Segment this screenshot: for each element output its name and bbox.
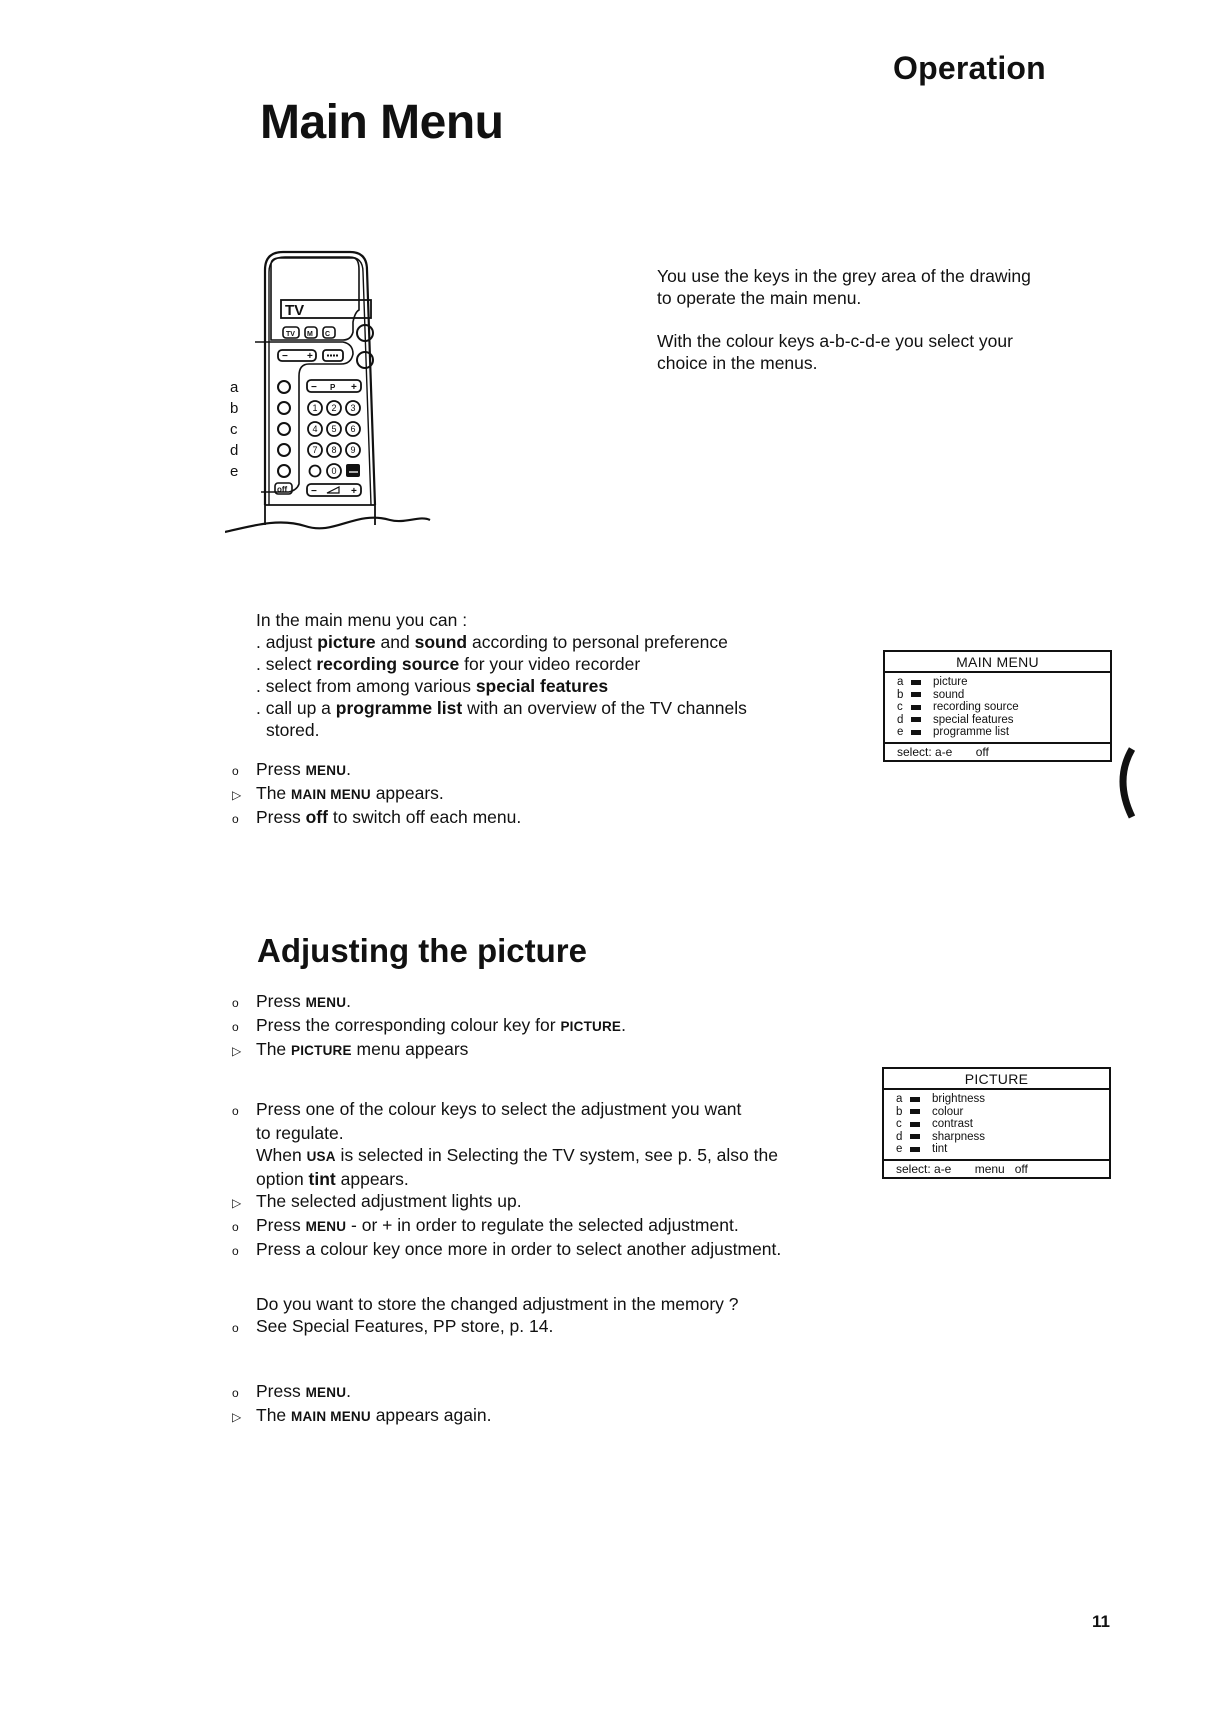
main-menu-screen-items <box>885 673 1110 744</box>
store-question: Do you want to store the changed adjustment in the memory ? <box>256 1294 739 1314</box>
circle-bullet-icon: o <box>232 1321 239 1335</box>
intro-paragraph-1: You use the keys in the grey area of the drawing to operate the main menu. <box>657 266 1031 308</box>
step-item: o Press the corresponding colour key for PICTURE. <box>232 1014 872 1038</box>
colour-key-swatch-icon <box>910 1134 920 1139</box>
svg-text:2: 2 <box>331 403 337 413</box>
svg-text:0: 0 <box>331 466 337 476</box>
triangle-result-icon: ▷ <box>232 1044 242 1058</box>
adjusting-steps-1 <box>232 990 872 1062</box>
svg-text:5: 5 <box>331 424 337 434</box>
capability-item: . call up a programme list with an overview of the TV channels <box>256 698 747 718</box>
circle-bullet-icon: o <box>232 1220 239 1234</box>
triangle-result-icon: ▷ <box>232 788 242 802</box>
step-item: o Press MENU. <box>232 1380 872 1404</box>
picture-menu-screen <box>882 1067 1111 1179</box>
result-item: ▷ The PICTURE menu appears <box>232 1038 872 1062</box>
menu-option-colour[interactable]: b colour <box>896 1105 964 1118</box>
main-menu-capabilities <box>256 609 816 741</box>
colour-key-labels <box>230 379 239 480</box>
remote-top-keys <box>283 327 335 338</box>
menu-option-special-features[interactable]: d special features <box>897 713 1014 726</box>
menu-option-recording-source[interactable]: c recording source <box>897 701 1019 713</box>
svg-text:P: P <box>330 383 336 392</box>
svg-text:4: 4 <box>312 424 318 434</box>
svg-text:6: 6 <box>350 424 356 434</box>
result-item: ▷ The MAIN MENU appears. <box>232 782 792 806</box>
colour-key-swatch-icon <box>911 680 921 685</box>
result-item: ▷ The MAIN MENU appears again. <box>232 1404 872 1428</box>
intro-paragraph-2: With the colour keys a-b-c-d-e you select your choice in the menus. <box>657 331 1013 373</box>
svg-text:−: − <box>311 382 317 393</box>
colour-key-swatch-icon <box>910 1147 920 1152</box>
svg-text:b: b <box>230 400 239 417</box>
svg-text:3: 3 <box>350 403 356 413</box>
colour-key-swatch-icon <box>911 705 921 710</box>
picture-menu-screen-title: PICTURE <box>884 1069 1109 1090</box>
menu-option-sharpness[interactable]: d sharpness <box>896 1130 986 1143</box>
menu-option-tint[interactable]: e tint <box>896 1143 948 1155</box>
capability-item: . adjust picture and sound according to personal preference <box>256 632 728 652</box>
svg-text:7: 7 <box>312 445 318 455</box>
circle-bullet-icon: o <box>232 812 239 826</box>
page-number: 11 <box>1092 1612 1110 1631</box>
colour-key-swatch-icon <box>911 730 921 735</box>
colour-key-swatch-icon <box>911 692 921 697</box>
capability-item: . select recording source for your video recorder <box>256 654 641 674</box>
step-item: o Press a colour key once more in order to select another adjustment. <box>232 1238 872 1262</box>
colour-key-swatch-icon <box>910 1109 920 1114</box>
colour-key-swatch-icon <box>910 1122 920 1127</box>
menu-option-picture[interactable]: a picture <box>897 676 968 688</box>
svg-text:−: − <box>282 351 288 362</box>
section-title: Operation <box>893 50 1046 86</box>
step-item: o Press MENU. <box>232 990 872 1014</box>
menu-option-programme-list[interactable]: e programme list <box>897 726 1010 738</box>
colour-key-b <box>278 402 290 414</box>
step-item: o Press off to switch off each menu. <box>232 806 792 830</box>
main-menu-screen <box>883 650 1112 762</box>
colour-key-swatch-icon <box>911 717 921 722</box>
result-item: ▷ The selected adjustment lights up. <box>232 1190 872 1214</box>
svg-text:off: off <box>277 485 288 494</box>
circle-bullet-icon: o <box>232 764 239 778</box>
picture-menu-screen-footer: select: a-e menu off <box>896 1161 1028 1176</box>
step-item: o Press MENU. <box>232 758 792 782</box>
menu-option-brightness[interactable]: a brightness <box>896 1093 986 1105</box>
section-heading-adjusting: Adjusting the picture <box>257 932 587 969</box>
svg-text:−: − <box>311 486 317 497</box>
colour-key-e <box>278 465 290 477</box>
step-item: o See Special Features, PP store, p. 14. <box>232 1315 872 1339</box>
binding-bracket-mark <box>1112 745 1152 825</box>
svg-text:TV: TV <box>286 331 295 338</box>
triangle-result-icon: ▷ <box>232 1410 242 1424</box>
step-item: o Press one of the colour keys to select the adjustment you want <box>232 1098 872 1122</box>
svg-text:C: C <box>325 331 331 338</box>
main-menu-steps <box>232 758 792 830</box>
svg-text:d: d <box>230 442 239 459</box>
menu-option-contrast[interactable]: c contrast <box>896 1118 973 1130</box>
main-menu-screen-footer: select: a-e off <box>897 744 989 759</box>
colour-key-d <box>278 444 290 456</box>
svg-text:c: c <box>230 421 238 438</box>
store-section <box>232 1293 872 1339</box>
svg-text:e: e <box>230 463 239 480</box>
svg-text:+: + <box>351 486 357 497</box>
capability-item-continued: stored. <box>266 720 320 740</box>
main-menu-screen-title: MAIN MENU <box>885 652 1110 673</box>
circle-bullet-icon: o <box>232 996 239 1010</box>
circle-bullet-icon: o <box>232 1244 239 1258</box>
colour-key-a <box>278 381 290 393</box>
step-item: o Press MENU - or + in order to regulate the selected adjustment. <box>232 1214 872 1238</box>
svg-text:+: + <box>351 382 357 393</box>
svg-text:+: + <box>307 351 313 362</box>
adjusting-steps-3 <box>232 1380 872 1428</box>
svg-text:a: a <box>230 379 239 396</box>
swap-key <box>346 464 360 477</box>
colour-key-c <box>278 423 290 435</box>
capability-item: . select from among various special features <box>256 676 609 696</box>
circle-bullet-icon: o <box>232 1020 239 1034</box>
adjusting-steps-2: o Press one of the colour keys to select the adjustment you want to regulate. When USA is selected in Selecting the TV system, see p. 5, also the option tint appears. ▷ The selected adjustment lights up. o Press MENU - or + in order to regulate the selected adjustment. o Press a colour key once more in order to select another adjustment. <box>232 1098 872 1262</box>
svg-text:1: 1 <box>312 403 318 413</box>
triangle-result-icon: ▷ <box>232 1196 242 1210</box>
colour-key-swatch-icon <box>910 1097 920 1102</box>
circle-bullet-icon: o <box>232 1104 239 1118</box>
svg-text:9: 9 <box>350 445 356 455</box>
capabilities-lead: In the main menu you can : <box>256 610 468 630</box>
picture-menu-screen-items <box>884 1090 1109 1161</box>
colour-keys <box>278 381 290 477</box>
page-title: Main Menu <box>260 96 504 149</box>
menu-option-sound[interactable]: b sound <box>897 688 965 701</box>
circle-bullet-icon: o <box>232 1386 239 1400</box>
remote-display-text: TV <box>285 302 305 319</box>
intro-text <box>657 265 1037 374</box>
svg-text:M: M <box>307 331 313 338</box>
remote-control-illustration <box>225 240 435 540</box>
svg-text:8: 8 <box>331 445 337 455</box>
